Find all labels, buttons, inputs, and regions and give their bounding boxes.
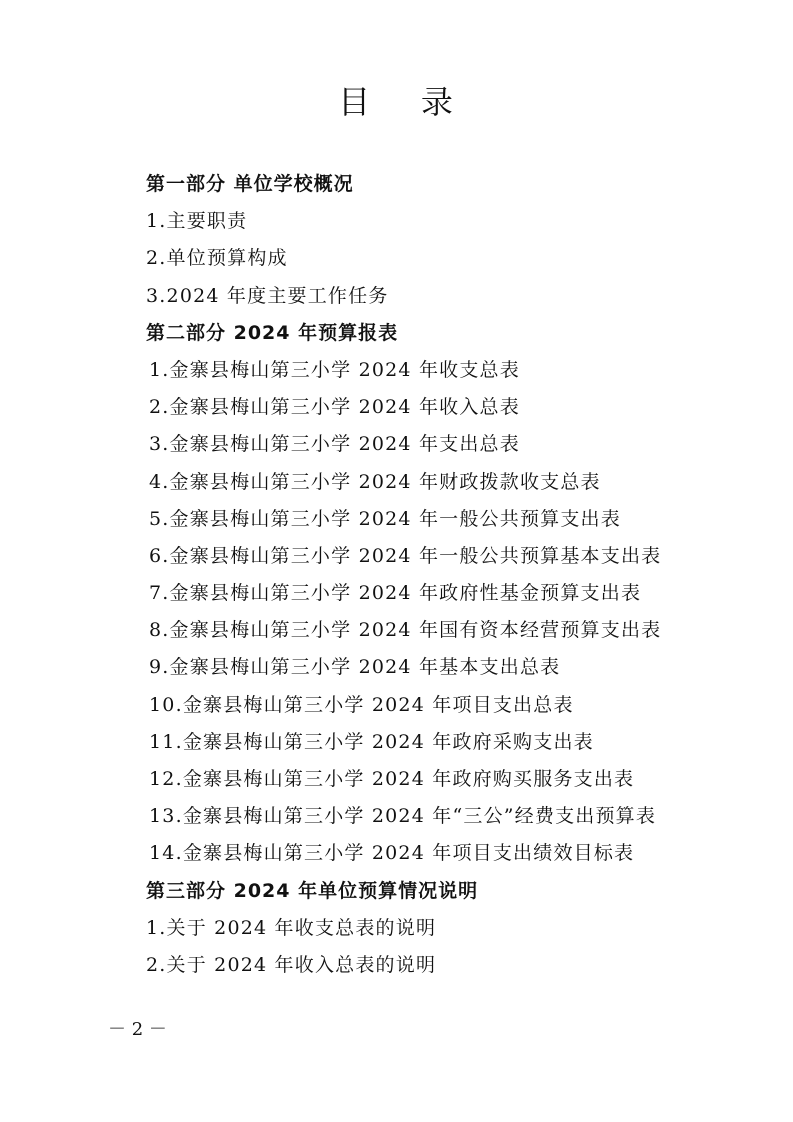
toc-part2-item-6: 6.金寨县梅山第三小学 2024 年一般公共预算基本支出表 (149, 544, 662, 567)
toc-part3-heading: 第三部分 2024 年单位预算情况说明 (146, 879, 479, 902)
toc-part2-item-10: 10.金寨县梅山第三小学 2024 年项目支出总表 (149, 693, 574, 716)
toc-part2-heading: 第二部分 2024 年预算报表 (146, 321, 399, 344)
toc-part2-item-11: 11.金寨县梅山第三小学 2024 年政府采购支出表 (149, 730, 594, 753)
toc-part1-item-1: 1.主要职责 (146, 210, 248, 233)
toc-part2-item-9: 9.金寨县梅山第三小学 2024 年基本支出总表 (149, 656, 561, 679)
toc-part2-item-5: 5.金寨县梅山第三小学 2024 年一般公共预算支出表 (149, 507, 621, 530)
toc-part2-item-14: 14.金寨县梅山第三小学 2024 年项目支出绩效目标表 (149, 842, 635, 865)
toc-part2-item-3: 3.金寨县梅山第三小学 2024 年支出总表 (149, 433, 520, 456)
toc-part3-item-2: 2.关于 2024 年收入总表的说明 (146, 953, 437, 976)
toc-part2-item-13: 13.金寨县梅山第三小学 2024 年“三公”经费支出预算表 (149, 805, 657, 828)
toc-part2-item-1: 1.金寨县梅山第三小学 2024 年收支总表 (149, 358, 520, 381)
toc-part2-item-12: 12.金寨县梅山第三小学 2024 年政府购买服务支出表 (149, 768, 635, 790)
toc-part2-item-2: 2.金寨县梅山第三小学 2024 年收入总表 (149, 396, 520, 419)
toc-part1-item-3: 3.2024 年度主要工作任务 (146, 284, 389, 307)
toc-part2-item-8: 8.金寨县梅山第三小学 2024 年国有资本经营预算支出表 (149, 619, 662, 642)
toc-part2-item-4: 4.金寨县梅山第三小学 2024 年财政拨款收支总表 (149, 470, 601, 493)
page-title: 目 录 (338, 83, 455, 121)
toc-part2-item-7: 7.金寨县梅山第三小学 2024 年政府性基金预算支出表 (149, 582, 642, 605)
toc-part1-item-2: 2.单位预算构成 (146, 247, 288, 270)
table-of-contents (146, 166, 766, 984)
page-number: － 2 － (108, 1019, 167, 1040)
toc-part1-heading: 第一部分 单位学校概况 (146, 173, 354, 195)
toc-part3-item-1: 1.关于 2024 年收支总表的说明 (146, 916, 437, 939)
